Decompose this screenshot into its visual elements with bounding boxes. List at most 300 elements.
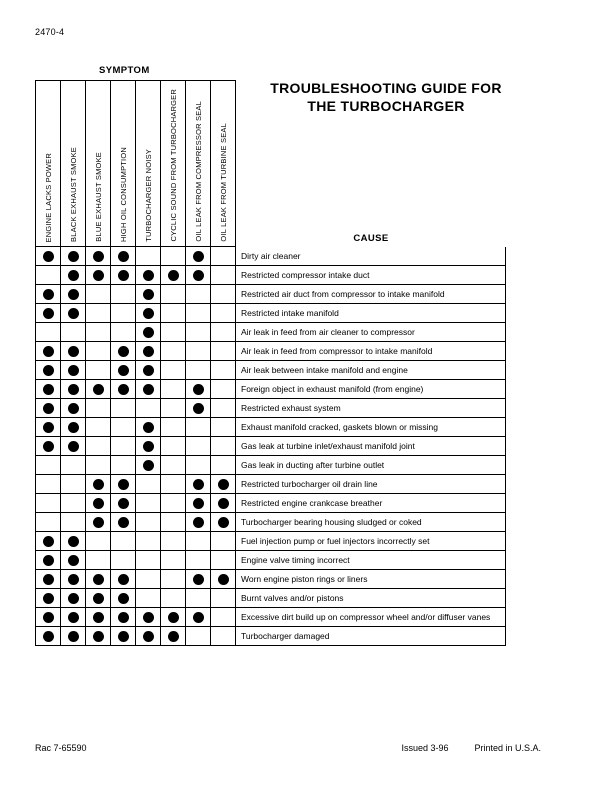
symptom-empty-cell <box>161 513 186 532</box>
symptom-empty-cell <box>161 437 186 456</box>
mark-dot <box>93 593 104 604</box>
symptom-label: BLUE EXHAUST SMOKE <box>93 152 103 242</box>
footer-issued-date: Issued 3-96 <box>401 743 449 753</box>
symptom-mark-cell <box>61 608 86 627</box>
mark-dot <box>218 517 229 528</box>
symptom-mark-cell <box>136 285 161 304</box>
symptom-empty-cell <box>86 361 111 380</box>
symptom-mark-cell <box>136 323 161 342</box>
mark-dot <box>68 555 79 566</box>
cause-row <box>36 456 506 475</box>
mark-dot <box>143 441 154 452</box>
mark-dot <box>143 270 154 281</box>
mark-dot <box>43 403 54 414</box>
symptom-mark-cell <box>86 608 111 627</box>
mark-dot <box>43 308 54 319</box>
symptom-empty-cell <box>61 513 86 532</box>
cause-cell: Restricted exhaust system <box>236 399 506 418</box>
symptom-column <box>136 80 161 247</box>
cause-cell: Restricted engine crankcase breather <box>236 494 506 513</box>
cause-row <box>36 589 506 608</box>
cause-cell: Excessive dirt build up on compressor wheel and/or diffuser vanes <box>236 608 506 627</box>
symptom-mark-cell <box>136 627 161 646</box>
symptom-empty-cell <box>136 513 161 532</box>
page-footer <box>35 743 541 753</box>
symptom-mark-cell <box>136 361 161 380</box>
mark-dot <box>43 612 54 623</box>
symptom-mark-cell <box>111 342 136 361</box>
mark-dot <box>93 270 104 281</box>
mark-dot <box>118 498 129 509</box>
symptom-empty-cell <box>186 551 211 570</box>
mark-dot <box>68 270 79 281</box>
symptom-empty-cell <box>186 285 211 304</box>
symptom-empty-cell <box>161 285 186 304</box>
cause-row <box>36 608 506 627</box>
symptom-empty-cell <box>186 589 211 608</box>
mark-dot <box>143 327 154 338</box>
symptom-empty-cell <box>211 532 236 551</box>
symptom-empty-cell <box>86 437 111 456</box>
symptom-empty-cell <box>111 323 136 342</box>
symptom-mark-cell <box>61 532 86 551</box>
symptom-empty-cell <box>186 532 211 551</box>
mark-dot <box>68 308 79 319</box>
mark-dot <box>143 384 154 395</box>
symptom-mark-cell <box>61 570 86 589</box>
cause-cell: Turbocharger bearing housing sludged or coked <box>236 513 506 532</box>
symptom-mark-cell <box>61 418 86 437</box>
symptom-empty-cell <box>186 456 211 475</box>
symptom-empty-cell <box>86 418 111 437</box>
mark-dot <box>143 460 154 471</box>
symptom-mark-cell <box>36 551 61 570</box>
symptom-empty-cell <box>86 304 111 323</box>
symptom-empty-cell <box>161 570 186 589</box>
symptom-empty-cell <box>161 399 186 418</box>
symptom-mark-cell <box>186 266 211 285</box>
symptom-empty-cell <box>136 247 161 266</box>
symptom-empty-cell <box>111 551 136 570</box>
symptom-empty-cell <box>161 456 186 475</box>
symptom-mark-cell <box>36 399 61 418</box>
symptom-empty-cell <box>211 418 236 437</box>
cause-row <box>36 361 506 380</box>
symptom-empty-cell <box>161 323 186 342</box>
mark-dot <box>143 346 154 357</box>
symptom-empty-cell <box>136 589 161 608</box>
cause-row <box>36 323 506 342</box>
mark-dot <box>193 479 204 490</box>
symptom-empty-cell <box>211 266 236 285</box>
mark-dot <box>68 346 79 357</box>
symptom-mark-cell <box>211 494 236 513</box>
cause-row <box>36 247 506 266</box>
cause-row <box>36 513 506 532</box>
symptom-empty-cell <box>111 418 136 437</box>
mark-dot <box>118 251 129 262</box>
symptom-column <box>86 80 111 247</box>
mark-dot <box>118 612 129 623</box>
symptom-mark-cell <box>86 494 111 513</box>
symptom-mark-cell <box>136 304 161 323</box>
mark-dot <box>68 441 79 452</box>
symptom-mark-cell <box>136 437 161 456</box>
symptom-mark-cell <box>36 247 61 266</box>
symptom-empty-cell <box>111 285 136 304</box>
symptom-mark-cell <box>61 380 86 399</box>
mark-dot <box>193 403 204 414</box>
mark-dot <box>93 631 104 642</box>
symptom-empty-cell <box>36 475 61 494</box>
mark-dot <box>168 631 179 642</box>
symptom-mark-cell <box>61 266 86 285</box>
cause-cell: Worn engine piston rings or liners <box>236 570 506 589</box>
symptom-mark-cell <box>36 627 61 646</box>
symptom-column <box>211 80 236 247</box>
mark-dot <box>118 384 129 395</box>
symptom-mark-cell <box>186 380 211 399</box>
symptom-mark-cell <box>36 418 61 437</box>
symptom-mark-cell <box>211 475 236 494</box>
troubleshooting-matrix <box>35 247 506 646</box>
footer-doc-number: Rac 7-65590 <box>35 743 87 753</box>
cause-heading: CAUSE <box>353 233 389 244</box>
cause-row <box>36 418 506 437</box>
symptom-label: OIL LEAK FROM COMPRESSOR SEAL <box>193 101 203 242</box>
symptom-empty-cell <box>36 494 61 513</box>
cause-cell: Gas leak in ducting after turbine outlet <box>236 456 506 475</box>
symptom-empty-cell <box>136 494 161 513</box>
symptom-mark-cell <box>36 608 61 627</box>
symptom-empty-cell <box>186 304 211 323</box>
mark-dot <box>193 384 204 395</box>
mark-dot <box>68 365 79 376</box>
symptom-mark-cell <box>111 589 136 608</box>
mark-dot <box>68 384 79 395</box>
cause-cell: Restricted intake manifold <box>236 304 506 323</box>
mark-dot <box>43 365 54 376</box>
cause-row <box>36 551 506 570</box>
mark-dot <box>93 384 104 395</box>
cause-cell: Restricted turbocharger oil drain line <box>236 475 506 494</box>
symptom-mark-cell <box>111 608 136 627</box>
symptom-mark-cell <box>136 380 161 399</box>
symptom-mark-cell <box>161 627 186 646</box>
symptom-column <box>61 80 86 247</box>
symptom-label: BLACK EXHAUST SMOKE <box>68 147 78 242</box>
symptom-empty-cell <box>161 247 186 266</box>
cause-cell: Restricted air duct from compressor to intake manifold <box>236 285 506 304</box>
mark-dot <box>43 346 54 357</box>
symptom-mark-cell <box>111 380 136 399</box>
cause-cell: Exhaust manifold cracked, gaskets blown or missing <box>236 418 506 437</box>
symptom-mark-cell <box>111 494 136 513</box>
symptom-empty-cell <box>211 247 236 266</box>
mark-dot <box>43 536 54 547</box>
symptom-mark-cell <box>86 513 111 532</box>
mark-dot <box>93 479 104 490</box>
symptom-empty-cell <box>211 456 236 475</box>
cause-cell: Fuel injection pump or fuel injectors incorrectly set <box>236 532 506 551</box>
cause-row <box>36 494 506 513</box>
mark-dot <box>68 631 79 642</box>
symptom-heading: SYMPTOM <box>99 65 150 76</box>
symptom-empty-cell <box>86 342 111 361</box>
symptom-mark-cell <box>86 380 111 399</box>
symptom-mark-cell <box>86 589 111 608</box>
symptom-mark-cell <box>86 247 111 266</box>
mark-dot <box>218 479 229 490</box>
mark-dot <box>68 289 79 300</box>
mark-dot <box>43 574 54 585</box>
symptom-mark-cell <box>86 570 111 589</box>
symptom-mark-cell <box>36 380 61 399</box>
symptom-empty-cell <box>161 532 186 551</box>
mark-dot <box>118 517 129 528</box>
symptom-empty-cell <box>136 475 161 494</box>
symptom-empty-cell <box>86 323 111 342</box>
mark-dot <box>68 422 79 433</box>
symptom-empty-cell <box>211 437 236 456</box>
symptom-mark-cell <box>186 247 211 266</box>
symptom-empty-cell <box>111 304 136 323</box>
cause-cell: Gas leak at turbine inlet/exhaust manifold joint <box>236 437 506 456</box>
symptom-empty-cell <box>161 380 186 399</box>
symptom-mark-cell <box>61 247 86 266</box>
symptom-empty-cell <box>136 399 161 418</box>
symptom-mark-cell <box>36 437 61 456</box>
symptom-mark-cell <box>36 304 61 323</box>
mark-dot <box>68 536 79 547</box>
symptom-label: TURBOCHARGER NOISY <box>143 149 153 242</box>
symptom-empty-cell <box>211 627 236 646</box>
symptom-mark-cell <box>86 266 111 285</box>
symptom-mark-cell <box>86 475 111 494</box>
symptom-empty-cell <box>211 380 236 399</box>
symptom-empty-cell <box>111 399 136 418</box>
symptom-mark-cell <box>111 627 136 646</box>
symptom-mark-cell <box>86 627 111 646</box>
mark-dot <box>118 365 129 376</box>
mark-dot <box>68 403 79 414</box>
symptom-column-headers <box>35 80 236 247</box>
symptom-mark-cell <box>61 285 86 304</box>
symptom-empty-cell <box>61 494 86 513</box>
symptom-mark-cell <box>36 361 61 380</box>
symptom-empty-cell <box>186 418 211 437</box>
mark-dot <box>93 498 104 509</box>
symptom-empty-cell <box>86 456 111 475</box>
cause-cell: Air leak in feed from air cleaner to compressor <box>236 323 506 342</box>
symptom-empty-cell <box>211 323 236 342</box>
page-title-line2: THE TURBOCHARGER <box>307 97 465 114</box>
symptom-column <box>186 80 211 247</box>
symptom-mark-cell <box>111 570 136 589</box>
mark-dot <box>93 251 104 262</box>
cause-row <box>36 399 506 418</box>
cause-cell: Dirty air cleaner <box>236 247 506 266</box>
symptom-empty-cell <box>61 323 86 342</box>
symptom-empty-cell <box>161 418 186 437</box>
symptom-mark-cell <box>61 627 86 646</box>
symptom-empty-cell <box>61 456 86 475</box>
mark-dot <box>193 251 204 262</box>
mark-dot <box>68 612 79 623</box>
cause-row <box>36 304 506 323</box>
symptom-empty-cell <box>211 589 236 608</box>
mark-dot <box>118 631 129 642</box>
symptom-mark-cell <box>61 399 86 418</box>
cause-row <box>36 285 506 304</box>
symptom-mark-cell <box>61 551 86 570</box>
mark-dot <box>43 631 54 642</box>
symptom-empty-cell <box>136 551 161 570</box>
cause-row <box>36 342 506 361</box>
mark-dot <box>118 479 129 490</box>
mark-dot <box>193 574 204 585</box>
mark-dot <box>143 308 154 319</box>
mark-dot <box>93 517 104 528</box>
symptom-mark-cell <box>111 247 136 266</box>
symptom-empty-cell <box>186 361 211 380</box>
cause-row <box>36 570 506 589</box>
mark-dot <box>218 574 229 585</box>
symptom-mark-cell <box>136 456 161 475</box>
symptom-empty-cell <box>161 494 186 513</box>
mark-dot <box>193 270 204 281</box>
mark-dot <box>43 555 54 566</box>
mark-dot <box>43 289 54 300</box>
symptom-mark-cell <box>186 608 211 627</box>
mark-dot <box>43 593 54 604</box>
symptom-column <box>161 80 186 247</box>
mark-dot <box>143 612 154 623</box>
symptom-empty-cell <box>86 399 111 418</box>
symptom-empty-cell <box>186 627 211 646</box>
symptom-mark-cell <box>211 513 236 532</box>
symptom-mark-cell <box>36 532 61 551</box>
mark-dot <box>143 365 154 376</box>
symptom-mark-cell <box>61 589 86 608</box>
mark-dot <box>93 574 104 585</box>
symptom-column <box>111 80 136 247</box>
symptom-empty-cell <box>161 342 186 361</box>
mark-dot <box>218 498 229 509</box>
symptom-mark-cell <box>186 494 211 513</box>
mark-dot <box>68 574 79 585</box>
cause-row <box>36 475 506 494</box>
mark-dot <box>43 251 54 262</box>
symptom-empty-cell <box>161 361 186 380</box>
symptom-empty-cell <box>186 323 211 342</box>
symptom-empty-cell <box>211 399 236 418</box>
symptom-empty-cell <box>111 437 136 456</box>
symptom-mark-cell <box>36 589 61 608</box>
symptom-empty-cell <box>211 551 236 570</box>
mark-dot <box>143 289 154 300</box>
page-number: 2470-4 <box>35 27 65 37</box>
mark-dot <box>193 612 204 623</box>
symptom-empty-cell <box>161 589 186 608</box>
mark-dot <box>43 384 54 395</box>
symptom-label: CYCLIC SOUND FROM TURBOCHARGER <box>168 89 178 242</box>
cause-cell: Air leak between intake manifold and engine <box>236 361 506 380</box>
mark-dot <box>168 270 179 281</box>
symptom-mark-cell <box>36 342 61 361</box>
mark-dot <box>168 612 179 623</box>
symptom-empty-cell <box>86 532 111 551</box>
symptom-mark-cell <box>36 570 61 589</box>
mark-dot <box>118 593 129 604</box>
cause-cell: Engine valve timing incorrect <box>236 551 506 570</box>
symptom-mark-cell <box>136 266 161 285</box>
mark-dot <box>143 631 154 642</box>
symptom-empty-cell <box>86 285 111 304</box>
page-title-line1: TROUBLESHOOTING GUIDE FOR <box>270 80 502 96</box>
symptom-empty-cell <box>211 361 236 380</box>
symptom-mark-cell <box>211 570 236 589</box>
mark-dot <box>68 251 79 262</box>
symptom-mark-cell <box>161 608 186 627</box>
mark-dot <box>43 441 54 452</box>
symptom-mark-cell <box>136 342 161 361</box>
cause-row <box>36 627 506 646</box>
symptom-label: OIL LEAK FROM TURBINE SEAL <box>218 123 228 242</box>
symptom-mark-cell <box>61 342 86 361</box>
symptom-empty-cell <box>186 342 211 361</box>
symptom-mark-cell <box>111 266 136 285</box>
symptom-mark-cell <box>61 437 86 456</box>
mark-dot <box>43 422 54 433</box>
symptom-mark-cell <box>36 285 61 304</box>
symptom-mark-cell <box>186 475 211 494</box>
mark-dot <box>118 270 129 281</box>
symptom-empty-cell <box>136 532 161 551</box>
symptom-mark-cell <box>186 513 211 532</box>
symptom-empty-cell <box>161 304 186 323</box>
symptom-mark-cell <box>111 475 136 494</box>
mark-dot <box>93 612 104 623</box>
mark-dot <box>193 517 204 528</box>
symptom-mark-cell <box>186 570 211 589</box>
symptom-mark-cell <box>61 361 86 380</box>
symptom-empty-cell <box>211 285 236 304</box>
symptom-empty-cell <box>111 532 136 551</box>
mark-dot <box>193 498 204 509</box>
symptom-mark-cell <box>186 399 211 418</box>
symptom-empty-cell <box>36 513 61 532</box>
symptom-empty-cell <box>211 304 236 323</box>
symptom-label: HIGH OIL CONSUMPTION <box>118 147 128 242</box>
symptom-mark-cell <box>111 361 136 380</box>
cause-cell: Air leak in feed from compressor to intake manifold <box>236 342 506 361</box>
footer-printed-in: Printed in U.S.A. <box>474 743 541 753</box>
symptom-empty-cell <box>161 551 186 570</box>
symptom-empty-cell <box>211 342 236 361</box>
symptom-mark-cell <box>111 513 136 532</box>
symptom-mark-cell <box>136 418 161 437</box>
mark-dot <box>143 422 154 433</box>
symptom-empty-cell <box>186 437 211 456</box>
mark-dot <box>118 574 129 585</box>
footer-right-group <box>401 743 541 753</box>
cause-cell: Burnt valves and/or pistons <box>236 589 506 608</box>
mark-dot <box>118 346 129 357</box>
symptom-mark-cell <box>136 608 161 627</box>
mark-dot <box>68 593 79 604</box>
cause-row <box>36 380 506 399</box>
